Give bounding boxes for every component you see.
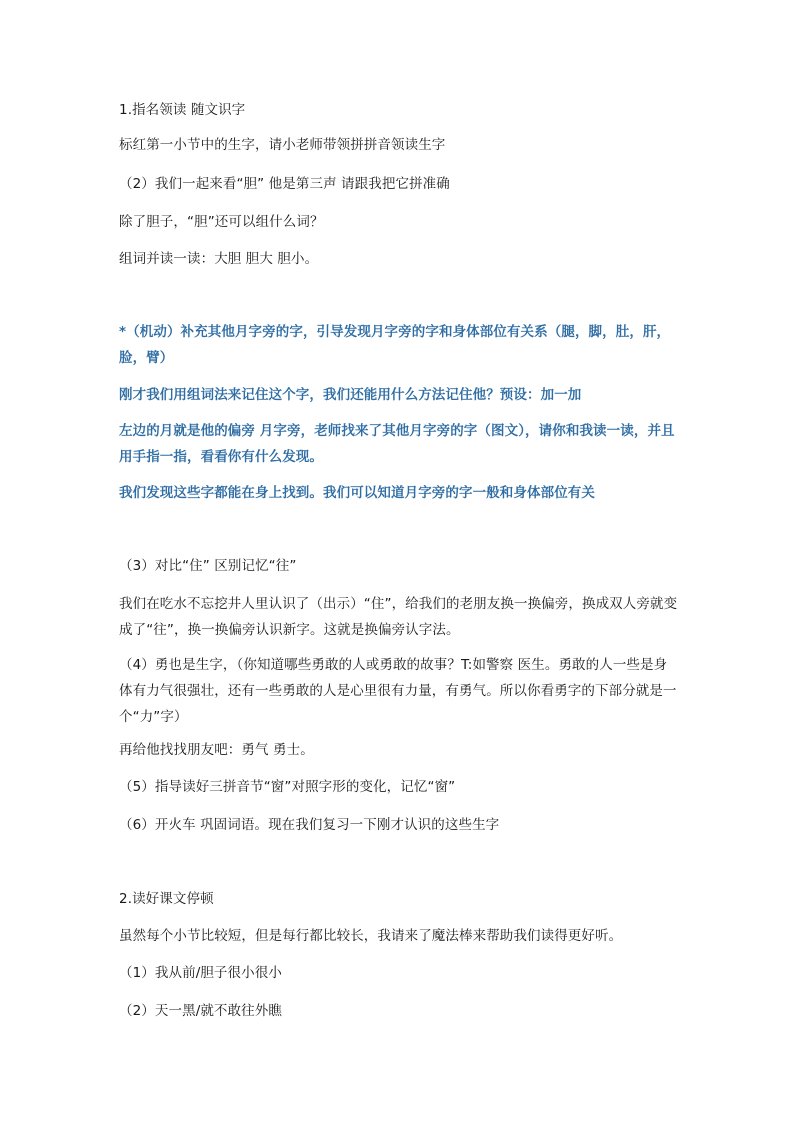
highlight-paragraph: 左边的月就是他的偏旁 月字旁，老师找来了其他月字旁的字（图文），请你和我读一读，并且用手指一指，看看你有什么发现。 xyxy=(119,423,675,465)
paragraph: （6）开火车 巩固词语。现在我们复习一下刚才认识的这些生字 xyxy=(119,817,500,833)
highlight-paragraph: *（机动）补充其他月字旁的字，引导发现月字旁的字和身体部位有关系（腿，脚，肚，肝，脸，臂） xyxy=(119,324,671,366)
paragraph: 再给他找找朋友吧：勇气 勇士。 xyxy=(119,742,314,758)
section-1-heading: 1.指名领读 随文识字 xyxy=(119,102,246,118)
paragraph: （4）勇也是生字，（你知道哪些勇敢的人或勇敢的故事？T:如警察 医生。勇敢的人一些是身体有力气很强壮，还有一些勇敢的人是心里很有力量，有勇气。所以你看勇字的下部分就是一个“力”字） xyxy=(119,657,677,725)
paragraph: （2）我们一起来看“胆” 他是第三声 请跟我把它拼准确 xyxy=(119,176,450,192)
paragraph: （1）我从前/胆子很小很小 xyxy=(119,965,282,981)
paragraph: 除了胆子，“胆”还可以组什么词？ xyxy=(119,214,324,230)
highlight-paragraph: 刚才我们用组词法来记住这个字，我们还能用什么方法记住他？预设：加一加 xyxy=(119,387,582,403)
paragraph: （5）指导读好三拼音节“窗”对照字形的变化，记忆“窗” xyxy=(119,779,456,795)
paragraph: 我们在吃水不忘挖井人里认识了（出示）“住”，给我们的老朋友换一换偏旁，换成双人旁就变成了“往”，换一换偏旁认识新字。这就是换偏旁认字法。 xyxy=(119,596,678,638)
paragraph: 虽然每个小节比较短，但是每行都比较长，我请来了魔法棒来帮助我们读得更好听。 xyxy=(119,928,623,944)
paragraph: 组词并读一读：大胆 胆大 胆小。 xyxy=(119,251,319,267)
highlight-paragraph: 我们发现这些字都能在身上找到。我们可以知道月字旁的字一般和身体部位有关 xyxy=(119,485,595,501)
section-2-heading: 2.读好课文停顿 xyxy=(119,891,214,907)
paragraph: （2）天一黑/就不敢往外瞧 xyxy=(119,1003,282,1019)
paragraph: 标红第一小节中的生字，请小老师带领拼拼音领读生字 xyxy=(119,137,446,153)
paragraph: （3）对比“住” 区别记忆“往” xyxy=(119,558,297,574)
